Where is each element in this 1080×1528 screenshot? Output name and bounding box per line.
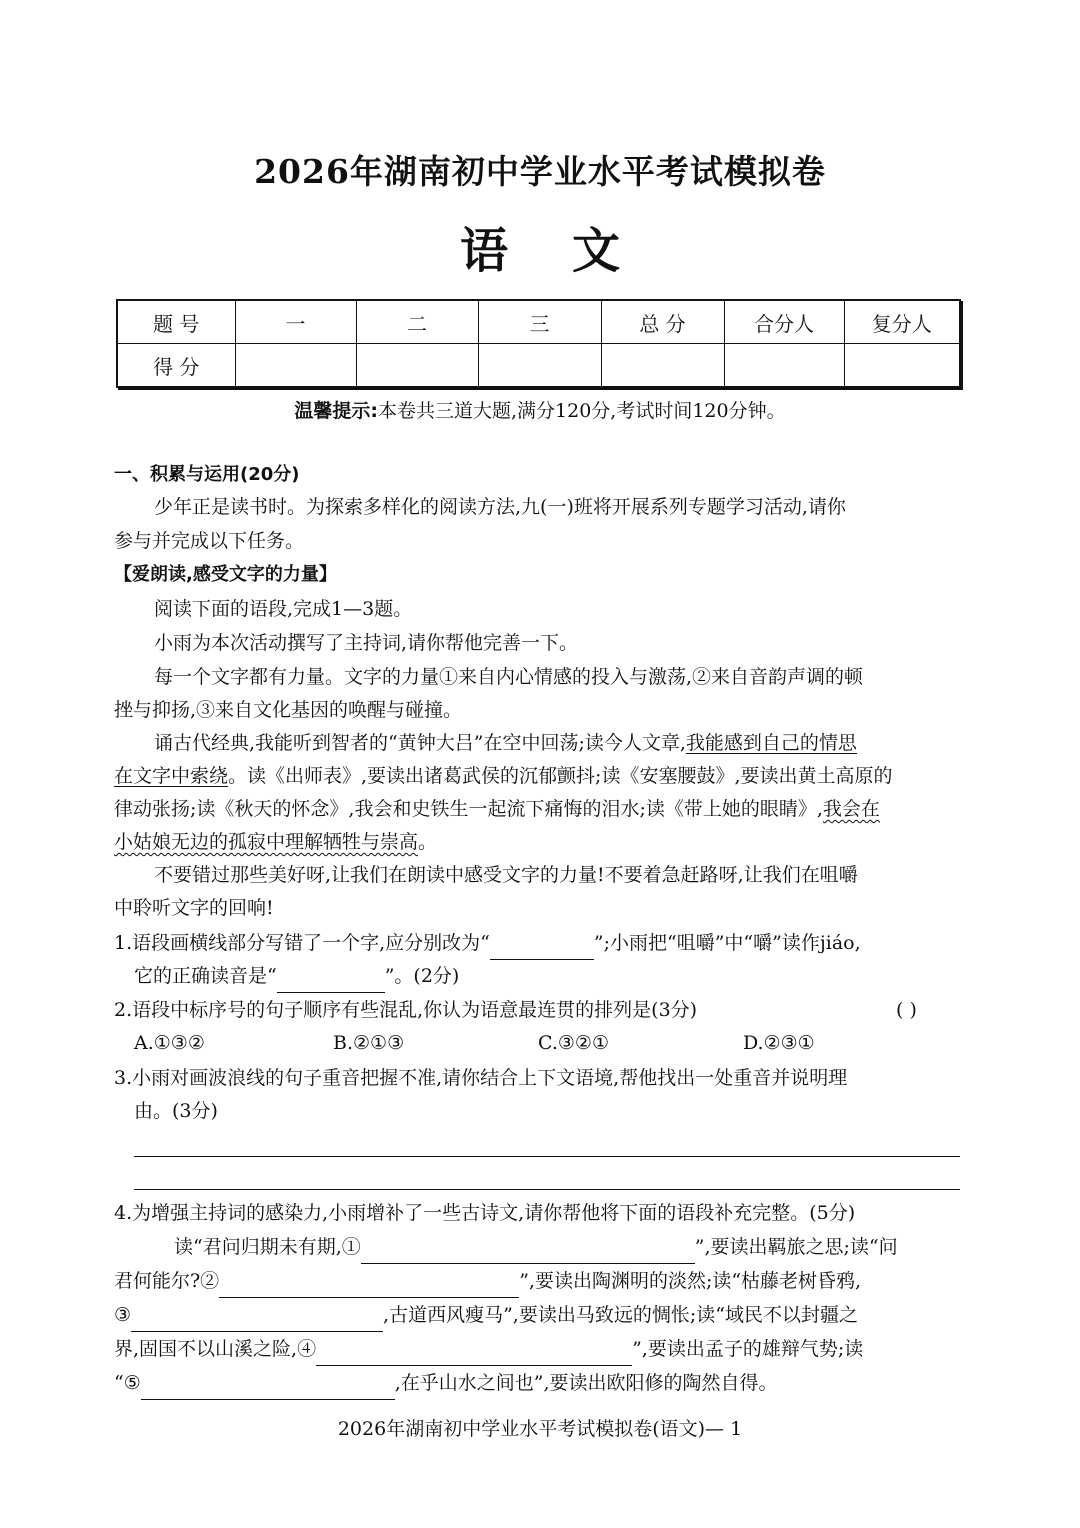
underlined-text: 在文字中索绕: [114, 765, 229, 787]
exam-title: 2026年湖南初中学业水平考试模拟卷: [254, 152, 826, 191]
question-text: ”,要读出孟子的雄辩气势;读: [632, 1338, 864, 1360]
question-text: 1.语段画横线部分写错了一个字,应分别改为“: [114, 932, 490, 954]
answer-parentheses[interactable]: ( ): [896, 999, 917, 1021]
paragraph: 阅读下面的语段,完成1—3题。: [154, 598, 413, 620]
paragraph: 小雨为本次活动撰写了主持词,请你帮他完善一下。: [154, 632, 579, 654]
section-heading: 一、积累与运用(20分): [114, 464, 300, 485]
score-cell[interactable]: [724, 344, 844, 388]
question-1: [114, 926, 962, 960]
answer-line[interactable]: [134, 1156, 960, 1157]
exam-tip: [0, 396, 1080, 423]
question-text: ③: [114, 1304, 132, 1326]
question-text: 界,固国不以山溪之险,④: [114, 1338, 317, 1360]
score-header-cell: 合分人: [724, 300, 844, 344]
passage-line: 每一个文字都有力量。文字的力量①来自内心情感的投入与激荡,②来自音韵声调的顿: [154, 666, 864, 688]
option-b[interactable]: B.②①③: [333, 1032, 405, 1054]
score-table: [116, 299, 961, 388]
score-header-cell: 总 分: [601, 300, 724, 344]
task-heading: 【爱朗读,感受文字的力量】: [114, 564, 337, 585]
question-text: 君何能尔?②: [114, 1270, 220, 1292]
passage-line: [114, 792, 962, 826]
passage-line: [114, 825, 962, 859]
wavy-underlined-text: 小姑娘无边的孤寂中理解牺牲与崇高: [114, 831, 419, 853]
score-cell[interactable]: [356, 344, 478, 388]
score-header-cell: 题 号: [117, 300, 235, 344]
question-3-cont: 由。(3分): [134, 1100, 218, 1122]
passage-text: 律动张扬;读《秋天的怀念》,我会和史铁生一起流下痛悔的泪水;读《带上她的眼睛》,: [114, 798, 823, 820]
question-4-line: [114, 1264, 962, 1298]
passage-text: 诵古代经典,我能听到智者的“黄钟大吕”在空中回荡;读今人文章,: [154, 732, 686, 754]
answer-blank[interactable]: [361, 1239, 695, 1264]
question-4-line: [114, 1332, 962, 1366]
page-footer: 2026年湖南初中学业水平考试模拟卷(语文)— 1: [337, 1418, 743, 1440]
score-header-cell: 三: [478, 300, 601, 344]
passage-line: 挫与抑扬,③来自文化基因的唤醒与碰撞。: [114, 699, 463, 721]
score-header-cell: 二: [356, 300, 478, 344]
answer-blank[interactable]: [141, 1375, 395, 1400]
underlined-text: 我能感到自己的情思: [685, 732, 857, 754]
answer-blank[interactable]: [490, 935, 594, 960]
question-4-line: [114, 1298, 962, 1332]
option-a[interactable]: A.①③②: [134, 1032, 205, 1054]
option-d[interactable]: D.②③①: [743, 1032, 815, 1054]
answer-blank[interactable]: [219, 1273, 519, 1298]
tip-label: 温馨提示:: [294, 400, 378, 422]
question-text: ”,要读出陶渊明的淡然;读“枯藤老树昏鸦,: [519, 1270, 862, 1292]
subject-title: 语文: [459, 223, 684, 279]
question-4-line: [114, 1366, 962, 1400]
question-text: 读“君问归期未有期,①: [174, 1236, 361, 1258]
passage-line: [114, 759, 962, 793]
section-intro: 参与并完成以下任务。: [114, 530, 305, 552]
passage-line: [154, 726, 962, 760]
question-2: 2.语段中标序号的句子顺序有些混乱,你认为语意最连贯的排列是(3分): [114, 999, 698, 1021]
answer-blank[interactable]: [277, 968, 385, 993]
score-header-cell: 一: [235, 300, 356, 344]
question-3: 3.小雨对画波浪线的句子重音把握不准,请你结合上下文语境,帮他找出一处重音并说明理: [114, 1067, 848, 1089]
score-cell[interactable]: [478, 344, 601, 388]
passage-line: 中聆听文字的回响!: [114, 897, 274, 919]
score-table-header-row: [117, 300, 960, 344]
score-row-label: 得 分: [117, 344, 235, 388]
question-text: “⑤: [114, 1372, 141, 1394]
question-text: ”,要读出羁旅之思;读“问: [694, 1236, 898, 1258]
tip-text: 本卷共三道大题,满分120分,考试时间120分钟。: [377, 400, 786, 422]
wavy-underlined-text: 我会在: [822, 798, 880, 820]
question-text: ,古道西风瘦马”,要读出马致远的惆怅;读“域民不以封疆之: [383, 1304, 858, 1326]
question-4: 4.为增强主持词的感染力,小雨增补了一些古诗文,请你帮他将下面的语段补充完整。(5分): [114, 1202, 856, 1224]
question-text: ”;小雨把“咀嚼”中“嚼”读作jiáo,: [593, 932, 861, 954]
answer-blank[interactable]: [131, 1307, 383, 1332]
answer-line[interactable]: [134, 1189, 960, 1190]
answer-blank[interactable]: [316, 1341, 632, 1366]
passage-text: 。: [418, 831, 438, 853]
question-4-line: [174, 1230, 962, 1264]
score-header-cell: 复分人: [844, 300, 960, 344]
score-cell[interactable]: [844, 344, 960, 388]
score-cell[interactable]: [601, 344, 724, 388]
section-intro: 少年正是读书时。为探索多样化的阅读方法,九(一)班将开展系列专题学习活动,请你: [154, 496, 846, 518]
question-1-cont: [134, 959, 982, 993]
question-text: 它的正确读音是“: [134, 965, 277, 987]
score-table-score-row: [117, 344, 960, 388]
question-text: ,在乎山水之间也”,要读出欧阳修的陶然自得。: [394, 1372, 778, 1394]
score-cell[interactable]: [235, 344, 356, 388]
passage-text: 。读《出师表》,要读出诸葛武侯的沉郁颤抖;读《安塞腰鼓》,要读出黄土高原的: [228, 765, 893, 787]
passage-line: 不要错过那些美好呀,让我们在朗读中感受文字的力量!不要着急赶路呀,让我们在咀嚼: [154, 864, 858, 886]
question-text: ”。(2分): [384, 965, 460, 987]
option-c[interactable]: C.③②①: [538, 1032, 609, 1054]
